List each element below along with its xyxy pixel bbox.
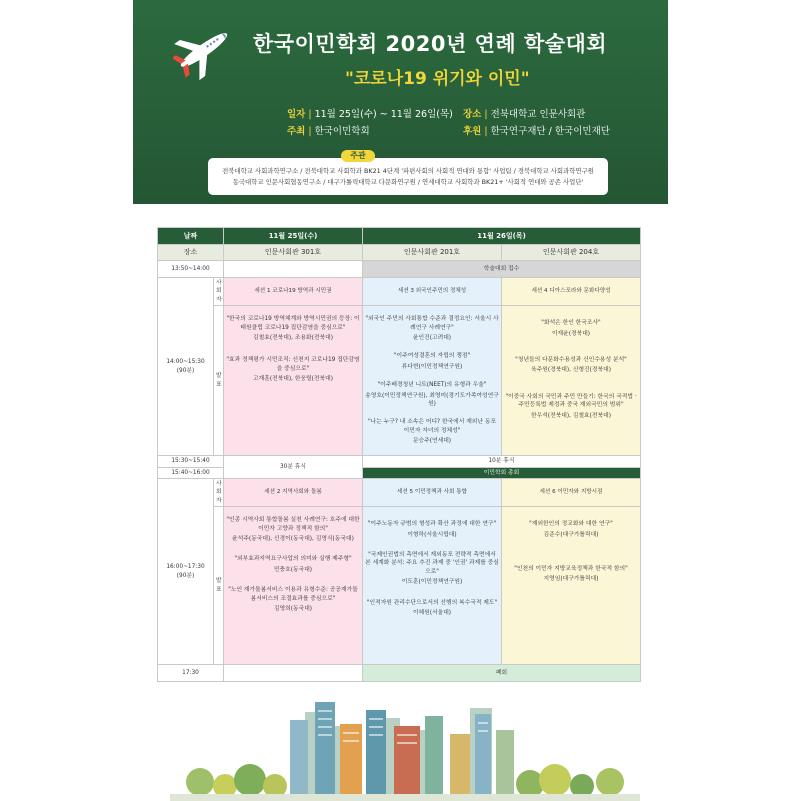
time-cell: [158, 278, 214, 456]
session-1-title: 세션 1 코로나19 방역과 시민권: [224, 278, 363, 306]
talk-author: 문승주(연세대): [412, 438, 452, 445]
date-value: 11월 25일(수) ~ 11월 26일(목): [314, 109, 453, 120]
venue-204: 인문사회관 204호: [502, 245, 641, 261]
talk-author: 고재훈(전북대), 한웅렬(전북대): [253, 376, 333, 383]
venue-key: 장소: [463, 109, 482, 120]
session-5-title: 세션 5 이민정책과 사회 통합: [363, 479, 502, 507]
talk-title: "이주노동자 규범의 형성과 확산 과정에 대한 연구": [367, 521, 497, 528]
talk-author: 지영임(대구가톨릭대): [543, 576, 599, 583]
talk-title: "재외한인의 정교화와 대한 연구": [529, 521, 613, 528]
session-1-talks: [224, 306, 363, 456]
talk-author: 김영희(동국대): [273, 606, 313, 613]
talk-item: [226, 555, 360, 574]
talk-title: "인천의 이민자 지방교육정책과 한국적 함의": [514, 566, 628, 573]
talk-item: [365, 599, 499, 618]
header-date-label: 날짜: [158, 228, 224, 245]
time-range: 14:00~15:30: [166, 359, 205, 366]
session-3-title: 세션 3 외국인주민의 정체성: [363, 278, 502, 306]
talk-title: "외부효과지역요구사업의 의미와 실행 제주형": [234, 556, 352, 563]
date-key: 일자: [287, 109, 306, 120]
talk-title: "인종 시역사회 통합돌봄 실천 사례연구: 호주에 대한 이민자 고향과 정책적 함의": [226, 517, 360, 532]
talk-author: 송영호(이민정책연구원), 최영미(경기도가족여성연구원): [365, 392, 499, 408]
table-row: [158, 306, 641, 456]
host-value: 한국이민학회: [314, 126, 370, 137]
talk-author: 이재윤(경북대): [551, 330, 591, 337]
talk-title: "국제인권법의 측면에서 재외동포 전략적 측면에서 본 세계화 분석: 주요 추진 과제 중 '인권' 과제를 중심으로": [365, 552, 499, 575]
talk-item: [504, 356, 638, 375]
chair-label: 사회자: [214, 479, 224, 507]
session-6-talks: [502, 507, 641, 665]
session-3-talks: [363, 306, 502, 456]
chair-label: 사회자: [214, 278, 224, 306]
organizers-badge: 주관: [341, 150, 375, 162]
session-2-talks: [224, 507, 363, 665]
talk-author: 김철효(전북대), 조용화(전북대): [253, 335, 333, 342]
talk-item: [365, 352, 499, 371]
session-5-talks: [363, 507, 502, 665]
talk-item: [226, 315, 360, 342]
talk-author: 민충호(동국대): [273, 566, 313, 573]
time-duration: (90분): [176, 572, 195, 579]
talk-author: 윤인진(고려대): [412, 335, 452, 342]
talk-item: [226, 356, 360, 383]
table-row: [158, 261, 641, 278]
session-4-talks: [502, 306, 641, 456]
talk-title: "화석은 한인 한국조사": [541, 320, 601, 327]
sponsor-line: 후원 | 한국연구재단 / 한국이민재단: [463, 126, 610, 137]
talk-author: 윤석주(동국대), 신경이(동국대), 김영식(동국대): [232, 536, 354, 543]
talk-author: 한우석(전북대), 김철효(전북대): [531, 412, 611, 419]
header-day1: 11월 25일(수): [224, 228, 363, 245]
talk-title: "청년들의 다문화수용성과 신인수용성 분석": [515, 357, 627, 364]
talk-author: 이형하(서울시립대): [407, 531, 457, 538]
assembly-cell: 이민학회 총회: [363, 467, 641, 478]
talk-title: "한국의 코로나19 방역체계와 방역시민권의 등장: 이태원클럽 코로나19 집단감염을 중심으로": [226, 316, 360, 331]
talk-item: [365, 520, 499, 539]
time-cell: 15:40~16:00: [158, 467, 224, 478]
talk-item: [365, 381, 499, 408]
header-banner: [133, 0, 668, 204]
talk-item: [504, 319, 638, 338]
talk-item: [365, 315, 499, 342]
time-duration: (90분): [176, 367, 195, 374]
talk-item: [504, 520, 638, 539]
talk-title: "노인 재가돌봄서비스 이용과 유형수준: 공공재가돌봄서비스의 조절효과를 중심으로": [228, 587, 358, 602]
session-6-title: 세션 6 이민자와 지방시점: [502, 479, 641, 507]
venue-201: 인문사회관 201호: [363, 245, 502, 261]
presentation-label: 발표: [214, 507, 224, 665]
break-30-cell: 30분 휴식: [224, 456, 363, 479]
city-skyline-illustration: [170, 690, 640, 801]
talk-author: 육주원(경북대), 신형진(경북대): [531, 367, 611, 374]
time-range: 16:00~17:30: [166, 564, 205, 571]
talk-item: [226, 586, 360, 613]
host-key: 주최: [287, 126, 306, 137]
talk-title: "나는 누구? 내 소속은 어디? 한국에서 재외난 동포 이민자 자녀의 정체성": [367, 419, 497, 434]
page-subtitle: "코로나19 위기와 이민": [345, 69, 530, 89]
talk-item: [365, 551, 499, 587]
table-row: [158, 665, 641, 682]
venue-value: 전북대학교 인문사회관: [490, 109, 586, 120]
presentation-label: 발표: [214, 306, 224, 456]
talk-author: 이도훈(이민정책연구원): [401, 579, 463, 586]
time-cell: [158, 479, 214, 665]
venue-301: 인문사회관 301호: [224, 245, 363, 261]
talk-title: "이주배경청년 니트(NEET)의 유형과 우울": [377, 382, 487, 389]
talk-author: 김준수(대구가톨릭대): [543, 531, 599, 538]
date-line: 일자 | 11월 25일(수) ~ 11월 26일(목): [287, 109, 453, 120]
table-row: [158, 278, 641, 306]
table-row: [158, 479, 641, 507]
time-cell: 15:30~15:40: [158, 456, 224, 467]
table-venue-row: [158, 245, 641, 261]
page-title: 한국이민학회 2020년 연례 학술대회: [253, 32, 608, 56]
talk-title: "이주여성결혼의 자립의 쟁점": [393, 353, 471, 360]
table-row: [158, 456, 641, 467]
empty-cell: [224, 261, 363, 278]
talk-title: "인적자원 관리수단으로서의 선행의 복수국적 제도": [366, 599, 498, 606]
talk-item: [504, 565, 638, 584]
organizers-line-2: 동국대학교 인문사회협동연구소 / 대구가톨릭대학교 다문화연구원 / 연세대학교 사회학과 BK21+ '사회적 연대와 공존 사업단': [232, 177, 584, 186]
talk-title: "이중국 사회의 국민과 주민 만들기: 한국의 국적법 · 주민등록법 제정과 중국 재외국민의 범위": [505, 393, 637, 409]
organizers-line-1: 전북대학교 사회과학연구소 / 전북대학교 사회학과 BK21 4단계 '파편사회의 사회적 연대와 통합' 사업팀 / 경북대학교 사회과학연구원: [222, 167, 594, 175]
airplane-icon: [173, 18, 235, 82]
sponsor-value: 한국연구재단 / 한국이민재단: [490, 126, 610, 137]
table-header-row: [158, 228, 641, 245]
talk-title: "외국인 주민의 사회통합 수준과 결정요인: 서울시 사례연구 사례연구": [365, 316, 499, 331]
closing-cell: 폐회: [363, 665, 641, 682]
organizers-box: [208, 158, 608, 195]
header-day2: 11월 26일(목): [363, 228, 641, 245]
talk-title: "효과 정책평가 시민조직: 신천지 코로나19 집단감염을 중심으로": [226, 357, 360, 372]
talk-item: [504, 393, 638, 420]
table-row: [158, 507, 641, 665]
header-venue-label: 장소: [158, 245, 224, 261]
break-10-cell: 10분 휴식: [363, 456, 641, 467]
empty-cell: [224, 665, 363, 682]
sponsor-key: 후원: [463, 126, 482, 137]
session-2-title: 세션 2 지역사회와 돌봄: [224, 479, 363, 507]
talk-author: 류다현(이민정책연구원): [401, 363, 463, 370]
time-cell: 13:50~14:00: [158, 261, 224, 278]
time-cell: 17:30: [158, 665, 224, 682]
registration-cell: 학술대회 접수: [363, 261, 641, 278]
schedule-table: [157, 227, 641, 682]
session-4-title: 세션 4 디아스포라와 문화다양성: [502, 278, 641, 306]
host-line: 주최 | 한국이민학회: [287, 126, 370, 137]
talk-item: [226, 516, 360, 543]
talk-item: [365, 418, 499, 445]
talk-author: 이혜원(서울대): [412, 610, 452, 617]
venue-line: 장소 | 전북대학교 인문사회관: [463, 109, 586, 120]
